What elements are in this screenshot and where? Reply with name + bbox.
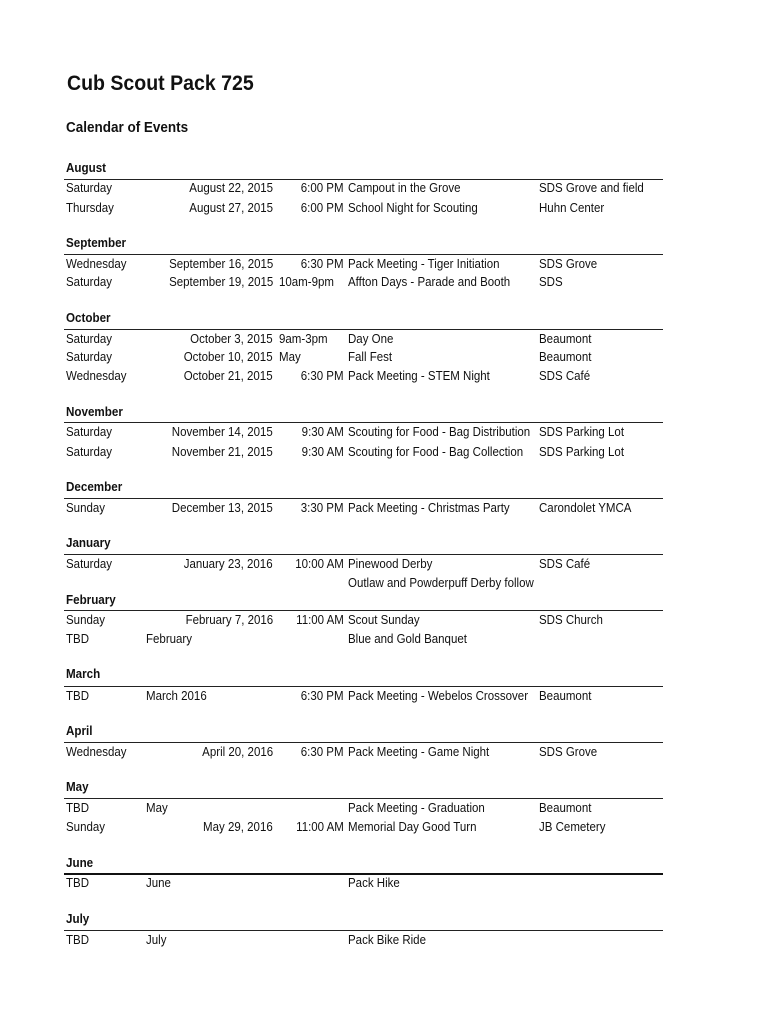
event-day: Sunday [66,820,106,834]
month-heading: May [66,780,89,794]
event-day: Saturday [66,181,113,195]
event-row [0,611,768,629]
event-title: Pinewood Derby [348,557,433,571]
event-location: Beaumont [539,350,592,364]
event-date: June [146,876,171,890]
event-day: Wednesday [66,369,127,383]
event-title: Pack Hike [348,876,400,890]
event-date: September 19, 2015 [168,275,273,289]
event-row [0,330,768,348]
event-day: Sunday [66,501,106,515]
event-location: Beaumont [539,332,592,346]
event-row [0,687,768,705]
event-date: July [146,933,167,947]
event-row [0,443,768,461]
page-subtitle: Calendar of Events [66,120,189,136]
event-day: Saturday [66,445,113,459]
event-time: 6:30 PM [301,257,344,271]
event-location: SDS Church [539,613,603,627]
event-day: TBD [66,876,89,890]
event-row [0,555,768,573]
event-date: February 7, 2016 [185,613,273,627]
event-time: 9am-3pm [279,332,328,346]
event-date: May 29, 2016 [203,820,273,834]
event-day: TBD [66,933,89,947]
event-date: December 13, 2015 [171,501,273,515]
event-row [0,818,768,836]
event-title: Blue and Gold Banquet [348,632,467,646]
event-date: April 20, 2016 [202,745,273,759]
event-date: October 3, 2015 [190,332,273,346]
event-location: SDS Café [539,369,591,383]
event-date: November 21, 2015 [171,445,273,459]
month-heading: February [66,593,116,607]
event-day: Saturday [66,332,113,346]
event-location: Carondolet YMCA [539,501,632,515]
event-title: Memorial Day Good Turn [348,820,477,834]
event-time: 3:30 PM [301,501,344,515]
event-title: School Night for Scouting [348,201,478,215]
event-location: JB Cemetery [539,820,606,834]
event-day: TBD [66,632,89,646]
event-time: 11:00 AM [296,613,344,627]
event-location: Huhn Center [539,201,605,215]
event-title: Pack Meeting - Webelos Crossover [348,689,529,703]
event-row [0,423,768,441]
event-location: SDS Parking Lot [539,425,625,439]
event-day: Wednesday [66,745,127,759]
event-day: Sunday [66,613,106,627]
month-heading: March [66,667,101,681]
event-location: Beaumont [539,689,592,703]
event-row [0,630,768,648]
event-time: 10am-9pm [279,275,334,289]
month-heading: August [66,161,107,175]
event-title: Scouting for Food - Bag Collection [348,445,524,459]
month-heading: April [66,724,93,738]
event-title: Scouting for Food - Bag Distribution [348,425,531,439]
event-time: 6:30 PM [301,369,344,383]
month-heading: December [66,480,123,494]
event-time: 10:00 AM [295,557,344,571]
event-row [0,348,768,366]
event-date: August 27, 2015 [189,201,273,215]
event-title: Pack Meeting - Game Night [348,745,490,759]
event-time: 9:30 AM [301,425,344,439]
month-heading: September [66,236,127,250]
event-title: Fall Fest [348,350,393,364]
event-date: November 14, 2015 [171,425,273,439]
event-row [0,367,768,385]
event-time: 6:30 PM [301,689,344,703]
event-day: Saturday [66,557,113,571]
page-title: Cub Scout Pack 725 [67,72,254,95]
event-location: SDS [539,275,563,289]
month-heading: November [66,405,123,419]
event-location: SDS Grove [539,257,598,271]
event-row [0,574,768,592]
event-location: SDS Grove [539,745,598,759]
event-day: TBD [66,689,89,703]
event-location: SDS Grove and field [539,181,644,195]
event-row [0,273,768,291]
event-day: TBD [66,801,89,815]
event-title: Campout in the Grove [348,181,461,195]
event-time: 6:00 PM [301,181,344,195]
event-title: Pack Meeting - Graduation [348,801,485,815]
event-title: Pack Meeting - STEM Night [348,369,490,383]
event-date: October 21, 2015 [184,369,273,383]
event-time: 6:00 PM [301,201,344,215]
event-date: September 16, 2015 [168,257,273,271]
event-title: Pack Meeting - Tiger Initiation [348,257,500,271]
event-time: 6:30 PM [301,745,344,759]
month-heading: June [66,856,94,870]
event-location: SDS Parking Lot [539,445,625,459]
month-heading: October [66,311,111,325]
event-row [0,255,768,273]
event-location: Beaumont [539,801,592,815]
month-heading: January [66,536,111,550]
event-day: Saturday [66,275,113,289]
event-date: August 22, 2015 [189,181,273,195]
event-title: Pack Meeting - Christmas Party [348,501,510,515]
event-row [0,799,768,817]
event-row [0,743,768,761]
event-date: October 10, 2015 [184,350,273,364]
event-title: Affton Days - Parade and Booth [348,275,511,289]
event-row [0,499,768,517]
event-date: March 2016 [146,689,207,703]
event-time: 11:00 AM [296,820,344,834]
event-date: February [146,632,193,646]
event-row [0,179,768,197]
event-title: Outlaw and Powderpuff Derby follow [348,576,534,590]
month-heading: July [66,912,90,926]
event-date: May [146,801,168,815]
event-day: Saturday [66,350,113,364]
event-date: January 23, 2016 [184,557,273,571]
event-title: Day One [348,332,394,346]
event-title: Pack Bike Ride [348,933,426,947]
event-row [0,931,768,949]
event-row [0,874,768,892]
event-day: Wednesday [66,257,127,271]
event-time: 9:30 AM [301,445,344,459]
event-day: Thursday [66,201,114,215]
event-row [0,199,768,217]
event-day: Saturday [66,425,113,439]
event-time: May [279,350,301,364]
event-title: Scout Sunday [348,613,420,627]
event-location: SDS Café [539,557,591,571]
